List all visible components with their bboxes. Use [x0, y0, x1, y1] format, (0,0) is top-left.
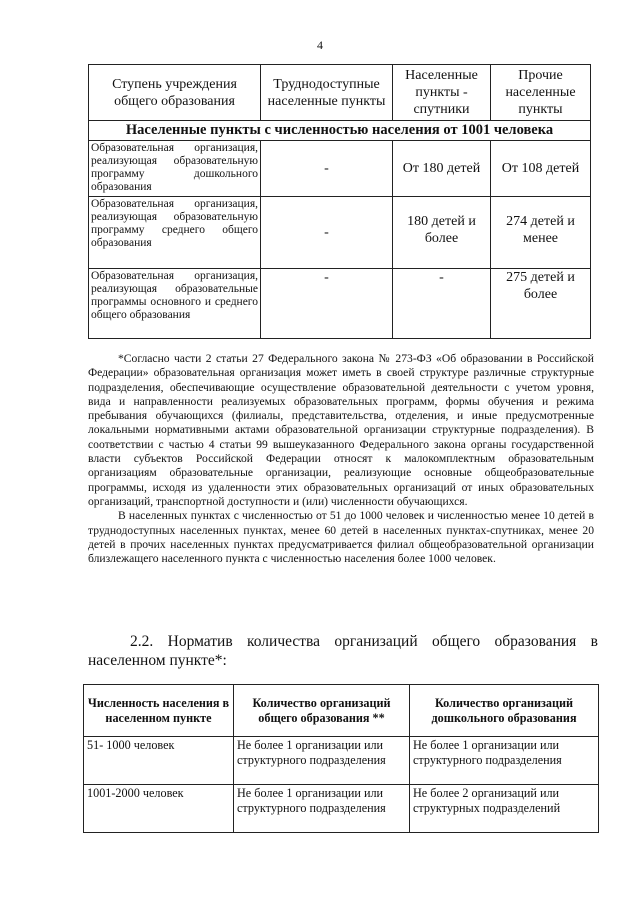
cell-other: От 108 детей	[491, 141, 591, 197]
cell-population: 1001-2000 человек	[84, 785, 234, 833]
cell-satellite: От 180 детей	[393, 141, 491, 197]
section-title: Населенные пункты с численностью населения от 1001 человека	[89, 121, 591, 141]
header-stage: Ступень учреждения общего образования	[89, 65, 261, 121]
table-header-row	[89, 65, 591, 121]
row-label: Образовательная организация, реализующая образовательную программу среднего общего образования	[89, 197, 261, 269]
footnote-paragraph-2: В населенных пунктах с численностью от 51 до 1000 человек и численностью менее 10 детей в труднодоступных населенных пунктах, менее 60 детей в населенных пунктах-спутниках, менее 20 детей в прочих населенных пунктах предусматривается филиал общеобразовательной организации близлежащего населенного пункта с численностью населения более 1000 человек.	[88, 509, 594, 566]
cell-general-orgs: Не более 1 организации или структурного подразделения	[234, 785, 410, 833]
settlement-stage-table	[88, 64, 591, 339]
cell-other: 275 детей и более	[491, 269, 591, 339]
cell-satellite: -	[393, 269, 491, 339]
cell-preschool-orgs: Не более 2 организаций или структурных подразделений	[410, 785, 599, 833]
heading-number: 2.2.	[130, 633, 154, 650]
table-row	[89, 197, 591, 269]
table-row	[89, 141, 591, 197]
section-row	[89, 121, 591, 141]
table-row	[84, 737, 599, 785]
cell-remote: -	[261, 141, 393, 197]
cell-remote: -	[261, 269, 393, 339]
footnote-paragraph-1: *Согласно части 2 статьи 27 Федерального закона № 273-ФЗ «Об образовании в Российской Федерации» образовательная организация может иметь в своей структуре различные структурные подразделения, обеспечивающие осуществление образовательной деятельности с учетом уровня, вида и направленности реализуемых образовательных программ, формы обучения и режима пребывания обучающихся (филиалы, представительства, отделения, и иные предусмотренные локальными нормативными актами образовательной организации структурные подразделения). В соответствии с частью 4 статьи 99 вышеуказанного Федерального закона органы государственной власти субъектов Российской Федерации относят к малокомплектным образовательным организациям образовательные организации, реализующие основные общеобразовательные программы, исходя из удаленности этих образовательных организаций от иных образовательных организаций, транспортной доступности и (или) численности обучающихся.	[88, 352, 594, 508]
table-row	[89, 269, 591, 339]
cell-satellite: 180 детей и более	[393, 197, 491, 269]
cell-population: 51- 1000 человек	[84, 737, 234, 785]
row-label: Образовательная организация, реализующая образовательные программы основного и среднего общего образования	[89, 269, 261, 339]
organizations-norm-table	[83, 684, 599, 833]
footnote	[88, 352, 594, 566]
table-row	[84, 785, 599, 833]
page-number: 4	[317, 38, 323, 52]
header-general-orgs: Количество организаций общего образования **	[234, 685, 410, 737]
header-satellite: Населенные пункты - спутники	[393, 65, 491, 121]
cell-remote: -	[261, 197, 393, 269]
section-heading	[88, 632, 598, 670]
cell-preschool-orgs: Не более 1 организации или структурного подразделения	[410, 737, 599, 785]
header-preschool-orgs: Количество организаций дошкольного образования	[410, 685, 599, 737]
cell-other: 274 детей и менее	[491, 197, 591, 269]
heading-text: Норматив количества организаций общего образования в населенном пункте*:	[88, 633, 598, 669]
row-label: Образовательная организация, реализующая образовательную программу дошкольного образования	[89, 141, 261, 197]
header-remote: Труднодоступные населенные пункты	[261, 65, 393, 121]
header-other: Прочие населенные пункты	[491, 65, 591, 121]
table-header-row	[84, 685, 599, 737]
header-population: Численность населения в населенном пункте	[84, 685, 234, 737]
cell-general-orgs: Не более 1 организации или структурного подразделения	[234, 737, 410, 785]
